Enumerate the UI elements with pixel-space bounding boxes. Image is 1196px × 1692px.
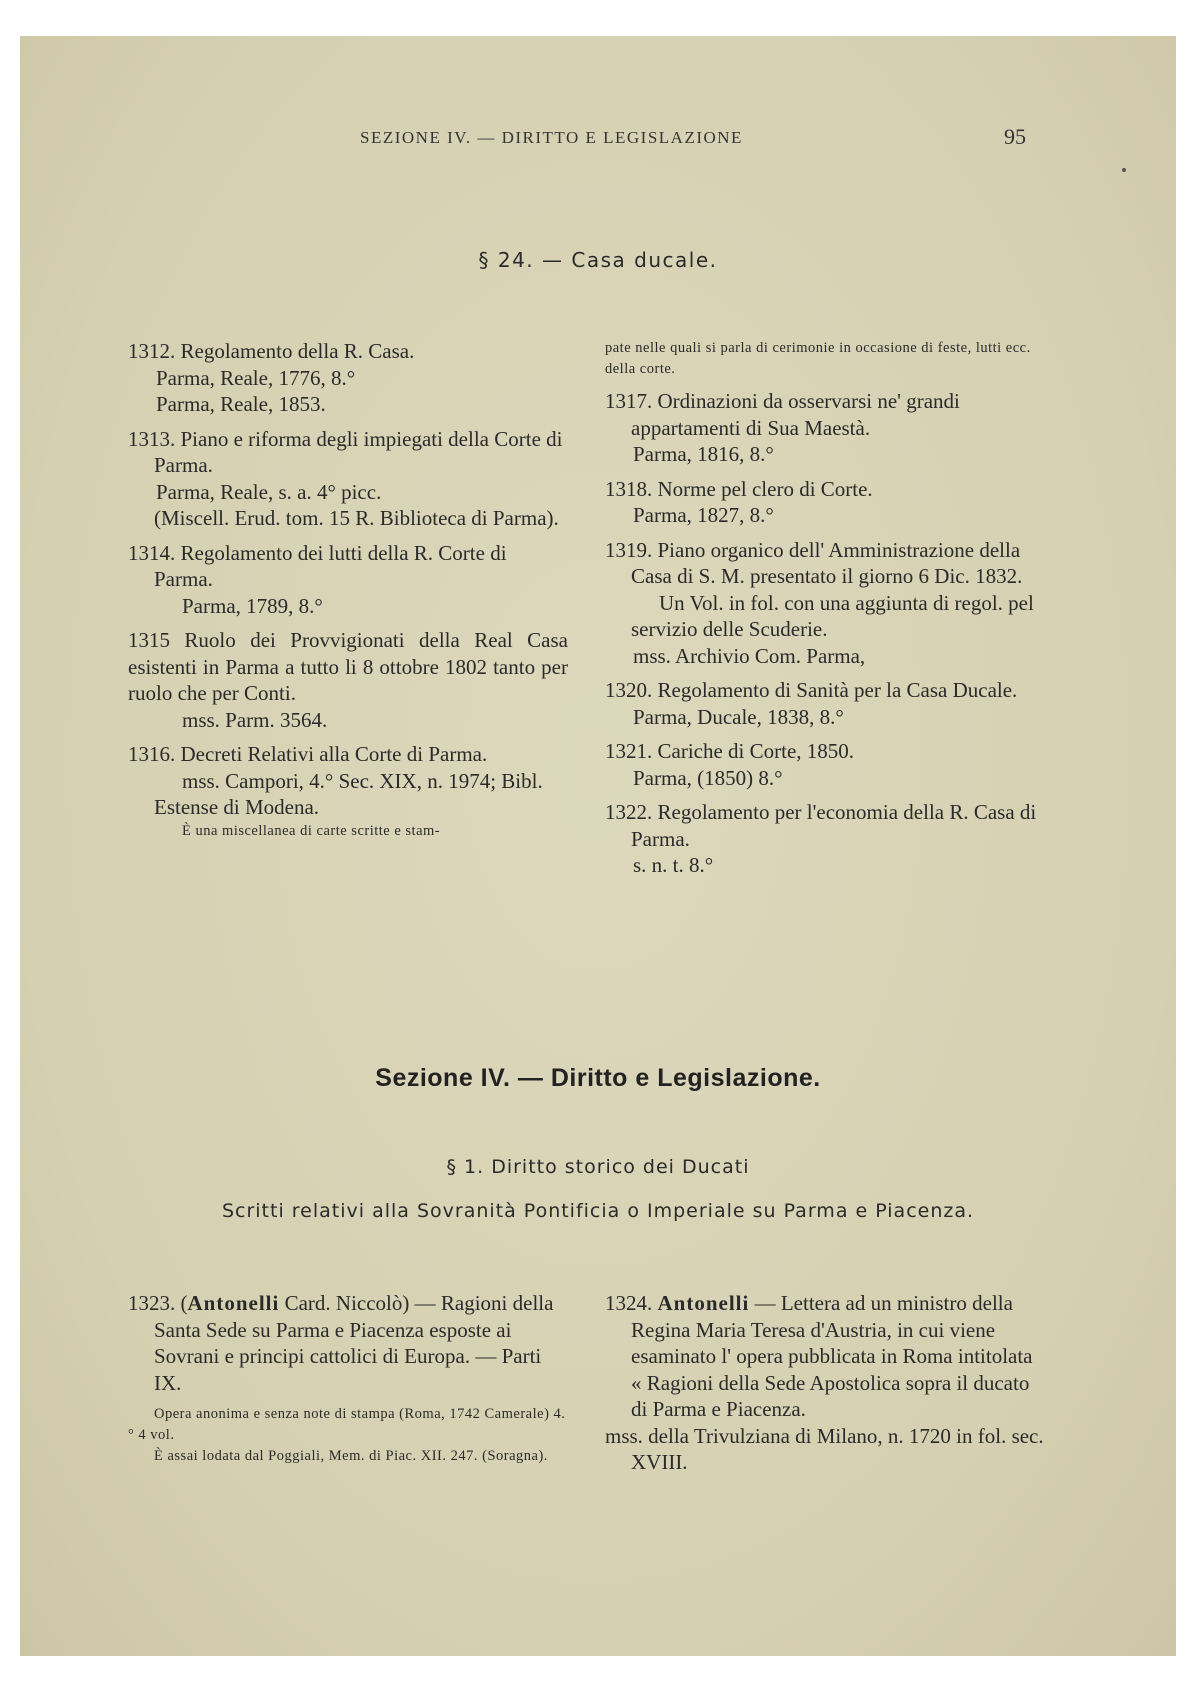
right-column-bottom: [605, 1290, 1045, 1484]
entry-title: 1312. Regolamento della R. Casa.: [128, 339, 415, 363]
imprint: Parma, Ducale, 1838, 8.°: [633, 704, 844, 729]
running-head: SEZIONE IV. — DIRITTO E LEGISLAZIONE: [360, 128, 743, 147]
note: È una miscellanea di carte scritte e stam-: [182, 822, 441, 839]
note-continued: [605, 338, 1045, 380]
left-column-bottom: [128, 1290, 568, 1475]
entry-1324: [605, 1290, 1045, 1476]
entry-1316: [128, 741, 568, 842]
entry-1320: [605, 677, 1045, 730]
right-column-top: [605, 338, 1045, 887]
entry-title: 1321. Cariche di Corte, 1850.: [605, 739, 855, 763]
section-1-heading: § 1. Diritto storico dei Ducati: [446, 1156, 750, 1178]
entry-title: [605, 1290, 1045, 1423]
imprint: Parma, Reale, 1776, 8.°: [156, 365, 356, 390]
page-number: 95: [1004, 124, 1026, 149]
entry-title: [128, 1290, 568, 1396]
entry-number: 1323. (: [128, 1291, 188, 1315]
subsection-heading: Scritti relativi alla Sovranità Pontificia o Imperiale su Parma e Piacenza.: [221, 1200, 975, 1222]
entry-title: 1320. Regolamento di Sanità per la Casa Ducale.: [605, 678, 1018, 702]
entry-title: 1318. Norme pel clero di Corte.: [605, 476, 873, 501]
section-title: Sezione IV. — Diritto e Legislazione.: [375, 1064, 821, 1092]
entry-1312: [128, 338, 568, 418]
entry-1323: [128, 1290, 568, 1467]
entry-title: 1313. Piano e riforma degli impiegati della Corte di Parma.: [128, 426, 563, 477]
entry-1319: [605, 537, 1045, 670]
author-name: Antonelli: [187, 1291, 280, 1315]
entry-text: — Lettera ad un ministro della Regina Maria Teresa d'Austria, in cui viene esaminato l' opera pubblicata in Roma intitolata « Ragioni della Sede Apostolica sopra il ducato di Parma e Piacenza.: [631, 1291, 1033, 1421]
author-name: Antonelli: [657, 1291, 750, 1315]
entry-1313: [128, 426, 568, 532]
imprint: mss. Parm. 3564.: [182, 707, 328, 732]
note: Opera anonima e senza note di stampa (Roma, 1742 Camerale) 4.° 4 vol.: [128, 1406, 566, 1443]
imprint: mss. Campori, 4.° Sec. XIX, n. 1974; Bibl. Estense di Modena.: [154, 768, 543, 819]
entry-title: 1316. Decreti Relativi alla Corte di Parma.: [128, 742, 488, 766]
entry-1315: [128, 627, 568, 733]
left-column-top: [128, 338, 568, 850]
imprint: s. n. t. 8.°: [633, 853, 714, 877]
entry-1318: [605, 476, 1045, 529]
entry-text: Card. Niccolò) — Ragioni della Santa Sede su Parma e Piacenza esposte ai Sovrani e principi cattolici di Europa. — Parti IX.: [154, 1291, 554, 1395]
entry-number: 1324.: [605, 1291, 658, 1315]
description: Un Vol. in fol. con una aggiunta di regol. pel servizio delle Scuderie.: [631, 590, 1034, 641]
entry-title: 1315 Ruolo dei Provvigionati della Real Casa esistenti in Parma a tutto li 8 ottobre 1802 tanto per ruolo che per Conti.: [128, 628, 568, 705]
entry-1321: [605, 738, 1045, 791]
imprint: mss. Archivio Com. Parma,: [633, 643, 866, 668]
imprint: Parma, 1827, 8.°: [633, 503, 774, 527]
entry-title: 1314. Regolamento dei lutti della R. Corte di Parma.: [128, 540, 507, 591]
entry-1322: [605, 799, 1045, 879]
imprint: Parma, Reale, s. a. 4° picc.: [156, 479, 382, 504]
entry-title: 1322. Regolamento per l'economia della R. Casa di Parma.: [605, 800, 1037, 851]
section-24-heading: § 24. — Casa ducale.: [478, 248, 718, 272]
entry-1314: [128, 540, 568, 620]
imprint: Parma, 1816, 8.°: [633, 442, 774, 466]
entry-title: 1319. Piano organico dell' Amministrazione della Casa di S. M. presentato il giorno 6 Dic. 1832.: [605, 537, 1023, 588]
imprint: Parma, (1850) 8.°: [633, 765, 783, 790]
note: È assai lodata dal Poggiali, Mem. di Piac. XII. 247. (Soragna).: [154, 1448, 548, 1464]
note: (Miscell. Erud. tom. 15 R. Biblioteca di Parma).: [154, 506, 559, 530]
paper-speck: [1122, 168, 1126, 172]
note: pate nelle quali si parla di cerimonie in occasione di feste, lutti ecc. della corte.: [605, 340, 1031, 377]
entry-1317: [605, 388, 1045, 468]
entry-title: 1317. Ordinazioni da osservarsi ne' grandi appartamenti di Sua Maestà.: [605, 389, 960, 440]
imprint: Parma, Reale, 1853.: [156, 392, 326, 416]
imprint: Parma, 1789, 8.°: [182, 593, 323, 618]
imprint: mss. della Trivulziana di Milano, n. 1720 in fol. sec. XVIII.: [605, 1423, 1044, 1474]
